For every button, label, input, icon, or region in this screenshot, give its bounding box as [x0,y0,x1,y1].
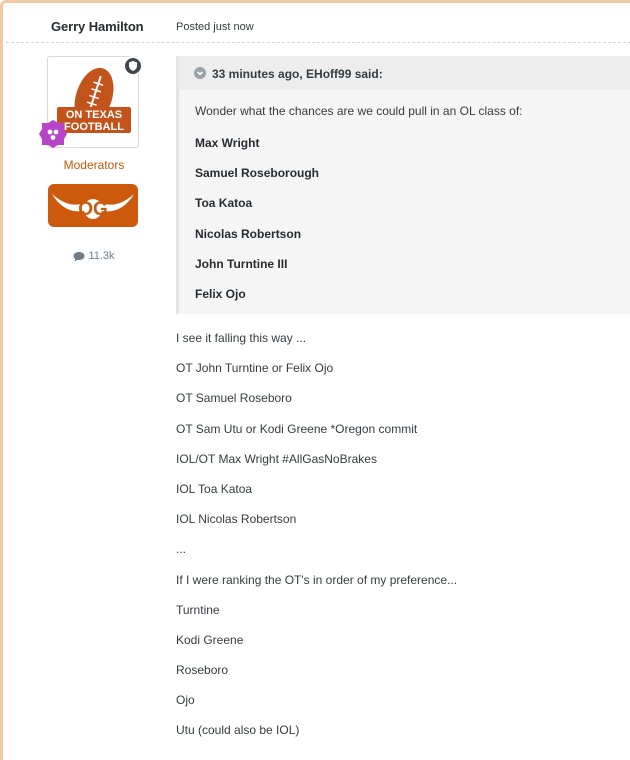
post-body-line: IOL/OT Max Wright #AllGasNoBrakes [176,451,377,466]
shield-icon [123,56,143,76]
quote-list-item: Max Wright [195,136,260,150]
post-count-value: 11.3k [88,250,115,262]
post-body-line: Kodi Greene [176,632,244,647]
comment-icon [73,251,85,262]
og-badge-text: OG [78,199,108,220]
post-body-line: Ojo [176,693,195,708]
post-body-line: Utu (could also be IOL) [176,723,300,738]
quote-intro-text: Wonder what the chances are we could pull in an OL class of: [195,104,523,118]
quote-block [176,56,630,314]
chevron-down-icon[interactable] [194,67,206,79]
post-body-line: ... [176,542,187,557]
rank-gem-icon [37,118,69,150]
post-timestamp[interactable]: Posted just now [176,21,254,33]
longhorn-og-icon [48,184,138,227]
post-header [6,5,630,43]
quote-header[interactable] [179,56,630,90]
user-group-label: Moderators [63,158,125,172]
quote-name-list [195,136,319,317]
post-body-line: OT Samuel Roseboro [176,391,292,406]
post-count [47,250,141,262]
quote-citation[interactable]: 33 minutes ago, EHoff99 said: [212,67,383,81]
post-body-line: Roseboro [176,663,229,678]
group-image [48,184,138,227]
quote-list-item: Felix Ojo [195,286,246,301]
quote-list-item: Samuel Roseborough [195,166,320,181]
post-body-line: IOL Toa Katoa [176,481,253,496]
post-body [176,331,457,754]
avatar-text-line-2: FOOTBALL [64,121,124,133]
post-body-line: OT John Turntine or Felix Ojo [176,361,334,376]
quote-list-item: Nicolas Robertson [195,226,302,241]
author-name[interactable]: Gerry Hamilton [51,19,144,34]
post-body-line: OT Sam Utu or Kodi Greene *Oregon commit [176,421,418,436]
post-body-line: Turntine [176,602,220,617]
post-body-line: I see it falling this way ... [176,331,307,345]
post-body-line: If I were ranking the OT's in order of my preference... [176,572,458,587]
post-body-line: IOL Nicolas Robertson [176,512,297,527]
quote-list-item: Toa Katoa [195,196,253,211]
quote-list-item: John Turntine III [195,256,288,271]
avatar-text-line-1: ON TEXAS [65,109,123,121]
